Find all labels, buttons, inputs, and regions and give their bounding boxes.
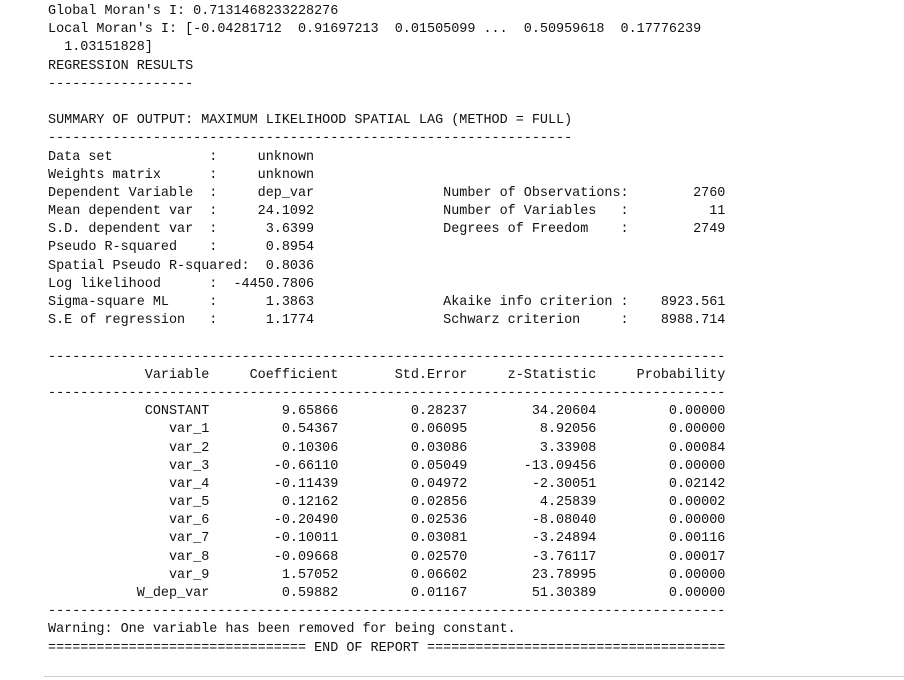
stat-sigma-square-ml: Sigma-square ML : 1.3863 Akaike info criterion : 8923.561 — [48, 295, 726, 310]
table-row: var_4 -0.11439 0.04972 -2.30051 0.02142 — [48, 476, 726, 492]
table-row: var_9 1.57052 0.06602 23.78995 0.00000 — [48, 567, 726, 583]
stat-pseudo-r-squared: Pseudo R-squared : 0.8954 — [48, 240, 315, 256]
table-row: var_8 -0.09668 0.02570 -3.76117 0.00017 — [48, 549, 726, 565]
cell-divider — [44, 676, 904, 677]
blank-line — [48, 94, 725, 112]
stat-sd-dependent-var: S.D. dependent var : 3.6399 Degrees of Freedom : 2749 — [48, 222, 726, 238]
summary-title: SUMMARY OF OUTPUT: MAXIMUM LIKELIHOOD SPATIAL LAG (METHOD = FULL) — [48, 113, 573, 129]
stat-log-likelihood: Log likelihood : -4450.7806 — [48, 276, 315, 292]
stat-weights-matrix: Weights matrix : unknown — [48, 167, 315, 183]
table-header-row: Variable Coefficient Std.Error z-Statistic Probability — [48, 367, 726, 383]
regression-results-heading: REGRESSION RESULTS — [48, 58, 194, 74]
table-bottom-rule: ------------------------------------------------------------------------------------ — [48, 604, 726, 620]
end-of-report-banner: ================================ END OF REPORT ===================================== — [48, 640, 726, 656]
global-morans-i-line: Global Moran's I: 0.7131468233228276 — [48, 4, 339, 19]
table-row: var_3 -0.66110 0.05049 -13.09456 0.00000 — [48, 458, 726, 474]
stat-mean-dependent-var: Mean dependent var : 24.1092 Number of Variables : 11 — [48, 204, 726, 220]
table-header-rule: ------------------------------------------------------------------------------------ — [48, 385, 726, 401]
table-row: var_1 0.54367 0.06095 8.92056 0.00000 — [48, 422, 726, 438]
table-row: CONSTANT 9.65866 0.28237 34.20604 0.00000 — [48, 404, 726, 420]
table-row: var_7 -0.10011 0.03081 -3.24894 0.00116 — [48, 531, 726, 547]
local-morans-i-line: Local Moran's I: [-0.04281712 0.91697213 0.01505099 ... 0.50959618 0.17776239 — [48, 22, 702, 38]
stat-spatial-pseudo-r-squared: Spatial Pseudo R-squared: 0.8036 — [48, 258, 315, 274]
table-row: var_5 0.12162 0.02856 4.25839 0.00002 — [48, 495, 726, 511]
stat-dependent-variable: Dependent Variable : dep_var Number of Observations: 2760 — [48, 185, 726, 201]
local-morans-i-continuation: 1.03151828] — [48, 40, 153, 56]
summary-rule: ----------------------------------------------------------------- — [48, 131, 573, 147]
stat-se-of-regression: S.E of regression : 1.1774 Schwarz criterion : 8988.714 — [48, 313, 726, 329]
table-row: var_2 0.10306 0.03086 3.33908 0.00084 — [48, 440, 726, 456]
heading-underline: ------------------ — [48, 76, 194, 92]
table-row: var_6 -0.20490 0.02536 -8.08040 0.00000 — [48, 513, 726, 529]
table-row: W_dep_var 0.59882 0.01167 51.30389 0.00000 — [48, 586, 726, 601]
stat-data-set: Data set : unknown — [48, 149, 315, 165]
console-output — [48, 3, 725, 658]
blank-line — [48, 330, 725, 348]
table-top-rule: ------------------------------------------------------------------------------------ — [48, 349, 726, 365]
warning-message: Warning: One variable has been removed for being constant. — [48, 622, 516, 638]
